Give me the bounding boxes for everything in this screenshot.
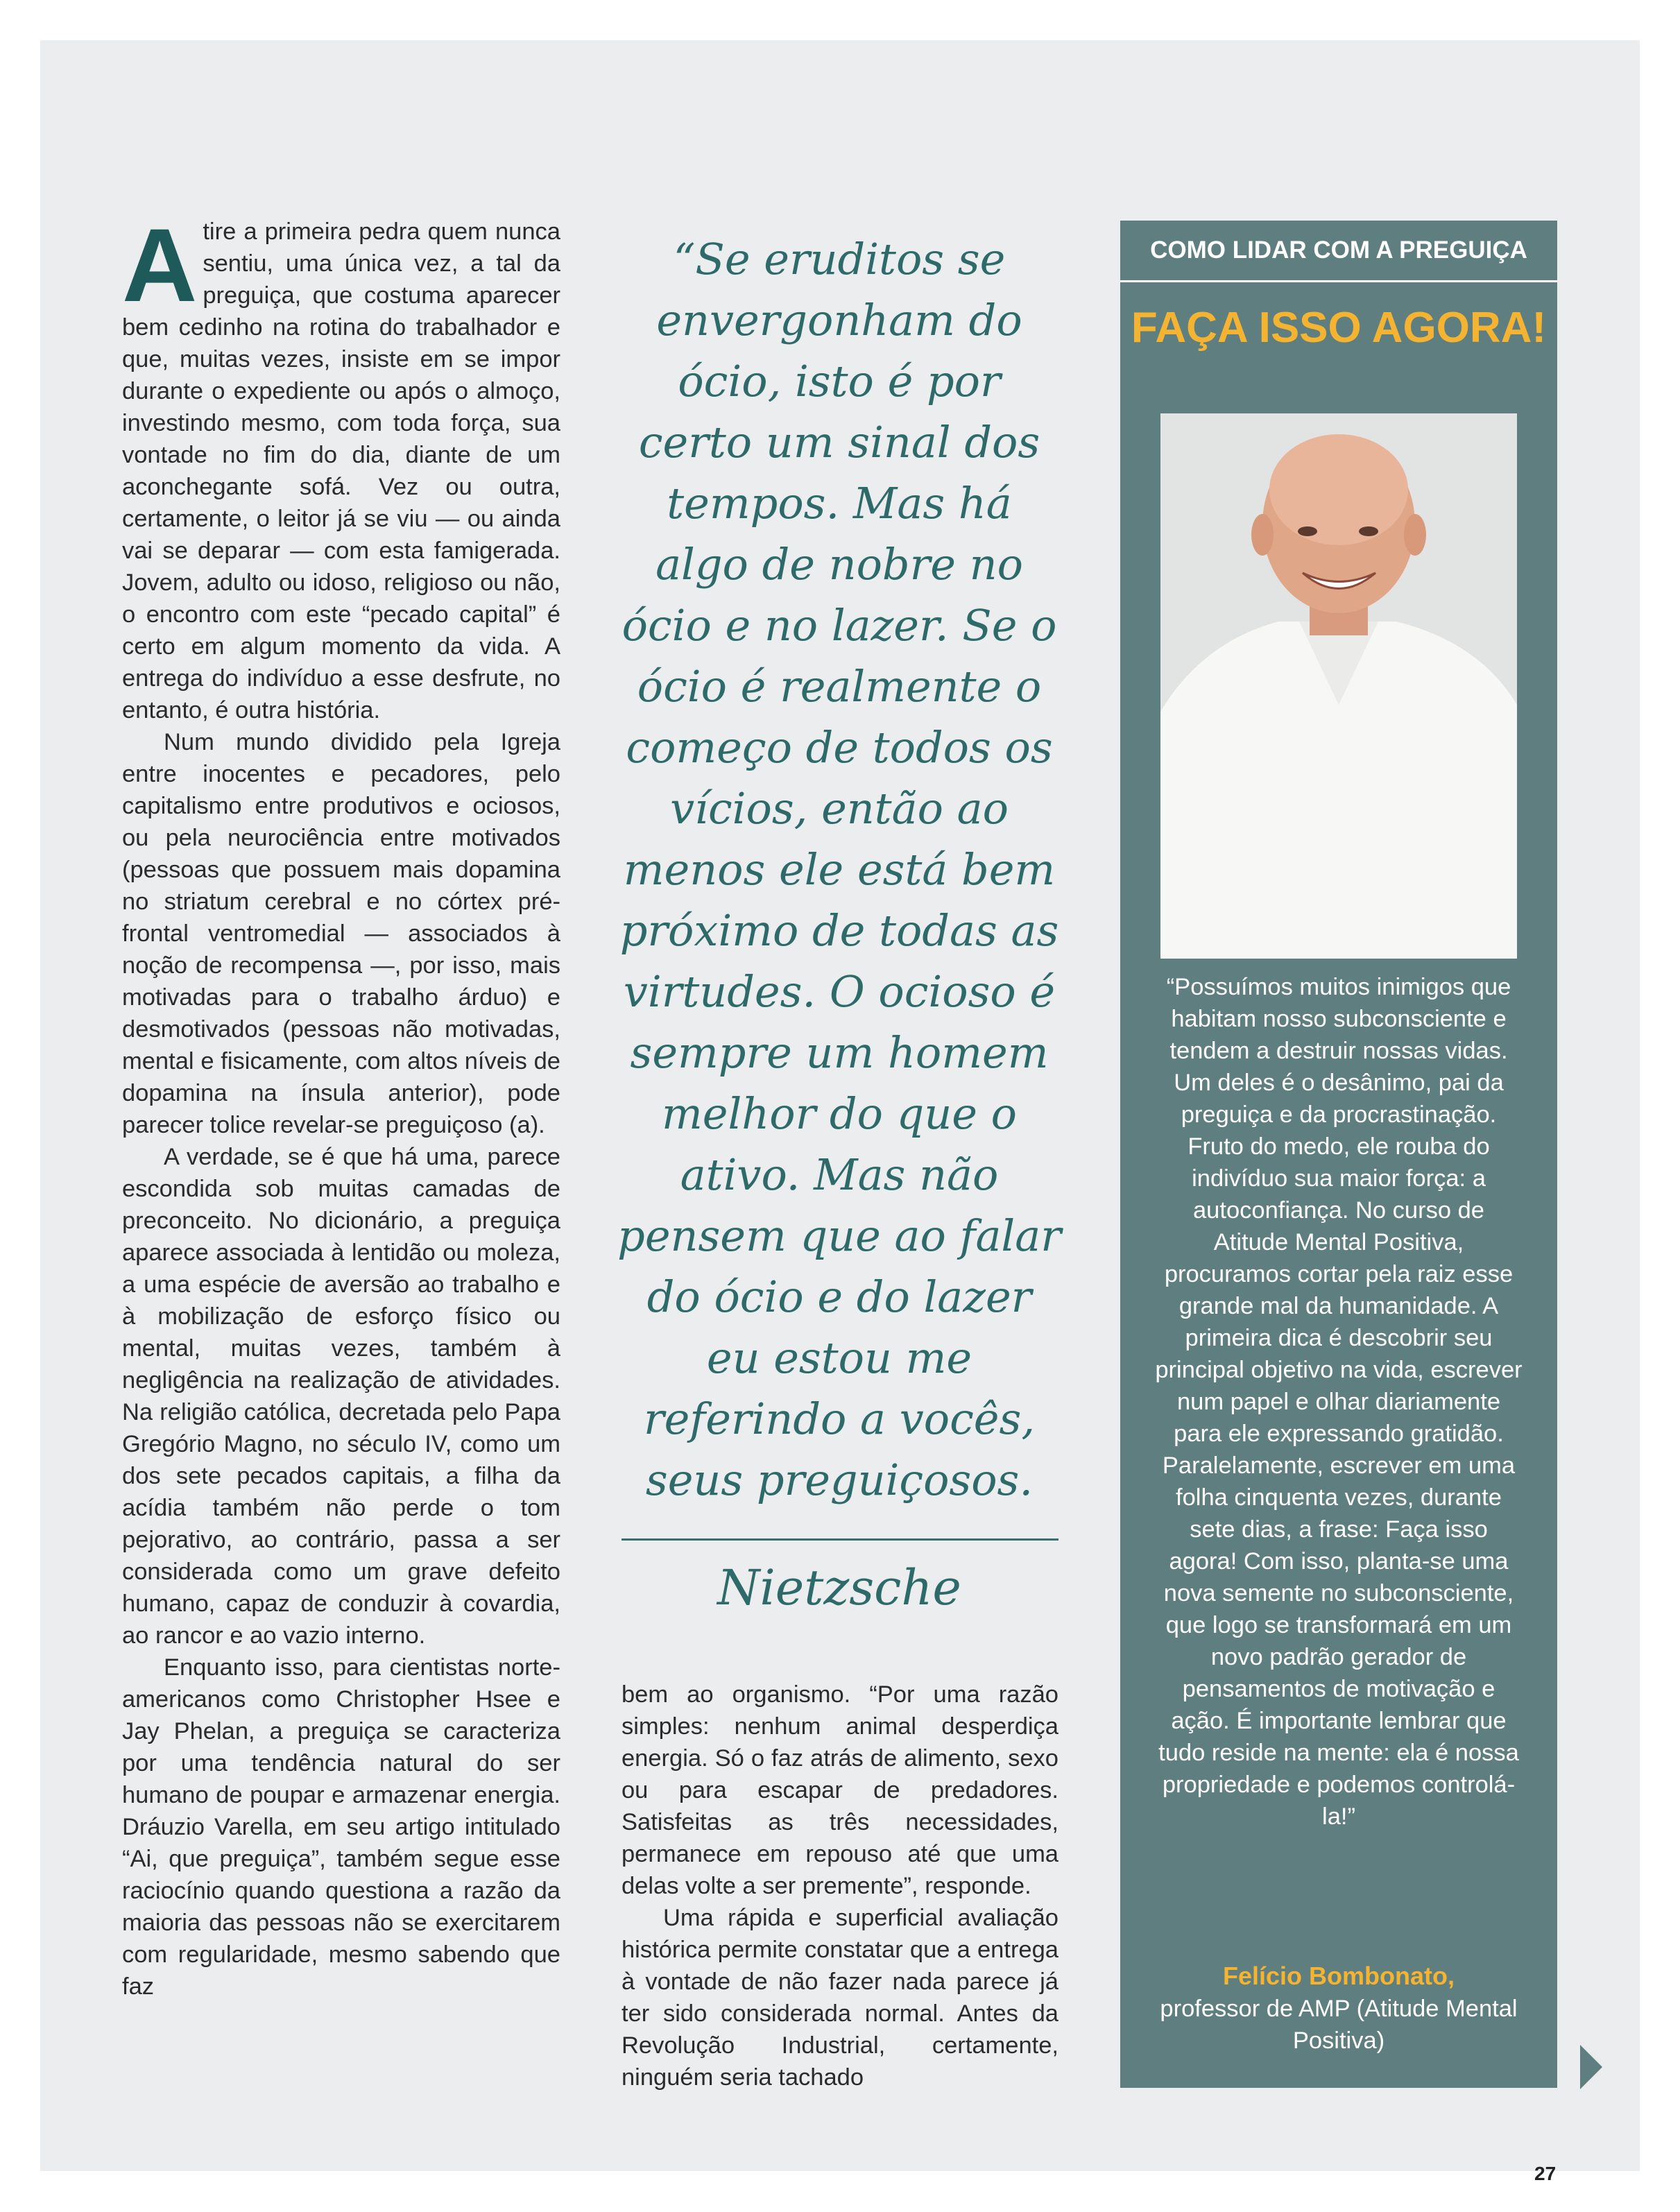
article-paragraph: Enquanto isso, para cientistas norte-americanos como Christopher Hsee e Jay Phelan, a preguiça se caracteriza por uma tendência natural do ser humano de poupar e armazenar energia. Dráuzio Varella, em seu artigo intitulado “Ai, que preguiça”, também segue esse raciocínio quando questiona a razão da maioria das pessoas não se exercitarem com regularidade, mesmo sabendo que faz bbox=[122, 1654, 560, 2000]
quote-author: Nietzsche bbox=[717, 1559, 961, 1616]
sidebar-quote: “Possuímos muitos inimigos que habitam nosso subconsciente e tendem a destruir nossas vidas. Um deles é o desânimo, pai da preguiça e da procrastinação. Fruto do medo, ele rouba do indivíduo sua maior força: a autoconfiança. No curso de Atitude Mental Positiva, procuramos cortar pela raiz esse grande mal da humanidade. A primeira dica é descobrir seu principal objetivo na vida, escrever num papel e olhar diariamente para ele expressando gratidão. Paralelamente, escrever em uma folha cinquenta vezes, durante sete dias, a frase: Faça isso agora! Com isso, planta-se uma nova semente no subconsciente, que logo se transformará em um novo padrão gerador de pensamentos de motivação e ação. É importante lembrar que tudo reside na mente: ela é nossa propriedade e podemos controlá-la!” bbox=[1155, 974, 1523, 1830]
article-paragraph: A verdade, se é que há uma, parece escondida sob muitas camadas de preconceito. No dicionário, a preguiça aparece associada à lentidão ou moleza, a uma espécie de aversão ao trabalho e à mobilização de esforço físico ou mental, muitas vezes, também à negligência na realização de atividades. Na religião católica, decretada pelo Papa Gregório Magno, no século IV, como um dos sete pecados capitais, a filha da acídia também não perde o tom pejorativo, ao contrário, passa a ser considerada como um grave defeito humano, capaz de conduzir à covardia, ao rancor e ao vazio interno. bbox=[122, 1144, 560, 1649]
sidebar-box bbox=[1120, 221, 1557, 2088]
portrait-photo bbox=[1160, 413, 1517, 959]
article-column-left bbox=[122, 207, 560, 2003]
continue-arrow-icon bbox=[1580, 2045, 1602, 2089]
article-paragraph bbox=[122, 207, 560, 726]
article-paragraph: bem ao organismo. “Por uma razão simples: nenhum animal desperdiça energia. Só o faz atrás de alimento, sexo ou para escapar de predadores. Satisfeitas as três necessidades, permanece em repouso até que uma delas volte a ser premente”, responde. bbox=[622, 1681, 1058, 1899]
article-column-middle bbox=[622, 1679, 1058, 2093]
article-paragraph: Num mundo dividido pela Igreja entre inocentes e pecadores, pelo capitalismo entre produtivos e ociosos, ou pela neurociência entre motivados (pessoas que possuem mais dopamina no striatum cerebral e no córtex pré-frontal ventromedial — associados à noção de recompensa —, por isso, mais motivadas para o trabalho árduo) e desmotivados (pessoas não motivadas, mental e fisicamente, com altos níveis de dopamina na ínsula anterior), pode parecer tolice revelar-se preguiçoso (a). bbox=[122, 729, 560, 1138]
page-number: 27 bbox=[1534, 2163, 1557, 2184]
drop-cap: A bbox=[122, 207, 198, 323]
paragraph-text: tire a primeira pedra quem nunca sentiu, uma única vez, a tal da preguiça, que costuma aparecer bem cedinho na rotina do trabalhador e que, muitas vezes, insiste em se impor durante o expediente ou após o almoço, investindo mesmo, com toda força, sua vontade no fim do dia, diante de um aconchegante sofá. Vez ou outra, certamente, o leitor já se viu — ou ainda vai se deparar — com esta famigerada. Jovem, adulto ou idoso, religioso ou não, o encontro com este “pecado capital” é certo em algum momento da vida. A entrega do indivíduo a esse desfrute, no entanto, é outra história. bbox=[122, 218, 560, 723]
quote-source-name: Felício Bombonato, bbox=[1222, 1962, 1455, 1990]
quote-source-role: professor de AMP (Atitude Mental Positiva) bbox=[1160, 1996, 1518, 2054]
sidebar-header: COMO LIDAR COM A PREGUIÇA bbox=[1120, 221, 1557, 282]
quote-divider bbox=[622, 1538, 1058, 1541]
sidebar-title: FAÇA ISSO AGORA! bbox=[1131, 304, 1547, 352]
article-paragraph: Uma rápida e superficial avaliação histórica permite constatar que a entrega à vontade de não fazer nada parece já ter sido considerada normal. Antes da Revolução Industrial, certamente, ninguém seria tachado bbox=[622, 1905, 1058, 2091]
portrait-illustration bbox=[1160, 413, 1517, 959]
pull-quote: “Se eruditos se envergonham do ócio, isto é por certo um sinal dos tempos. Mas há algo de nobre no ócio e no lazer. Se o ócio é realmente o começo de todos os vícios, então ao menos ele está bem próximo de todas as virtudes. O ocioso é sempre um homem melhor do que o ativo. Mas não pensem que ao falar do ócio e do lazer eu estou me referindo a vocês, seus preguiçosos. bbox=[617, 234, 1061, 1505]
